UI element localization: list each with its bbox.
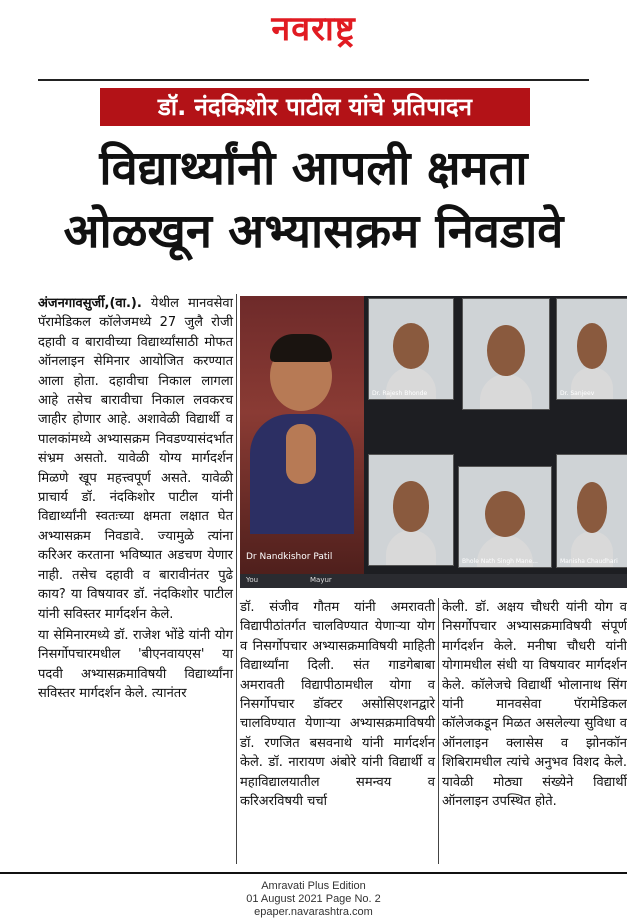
article-column-3: केली. डॉ. अक्षय चौधरी यांनी योग व निसर्गोपचार अभ्यासक्रमाविषयी संपूर्ण मार्गदर्शन केले. मनीषा चौधरी यांनी योगामधील संधी या विषयावर मार्गदर्शन केले. कॉलेजचे विद्यार्थी भोलानाथ सिंग यांनी मानवसेवा पॅरामेडिकल कॉलेजकडून मिळत असलेल्या सुविधा व ऑनलाइन क्लासेस व झोनकॉन शिबिरामधील त्यांचे अनुभव विशद केले. यावेळी मोठ्या संख्येने विद्यार्थी ऑनलाइन उपस्थित होते. (442, 600, 627, 810)
headline-line-2: ओळखून अभ्यासक्रम निवडावे (63, 204, 564, 259)
footer-site: epaper.navarashtra.com (254, 906, 373, 918)
article-column-1 (38, 294, 233, 704)
footer-edition: Amravati Plus Edition (261, 880, 366, 892)
participant-tile: Bhole Nath Singh Mane... (458, 466, 552, 568)
toolbar-mayur-label: Mayur (310, 576, 332, 584)
participant-tile: Dr. Sanjeev (556, 298, 627, 400)
masthead-rule (38, 79, 589, 81)
column-divider (236, 294, 237, 864)
kicker-banner: डॉ. नंदकिशोर पाटील यांचे प्रतिपादन (100, 88, 530, 126)
participant-tile (368, 454, 454, 566)
headline-line-1: विद्यार्थ्यांनी आपली क्षमता (99, 141, 528, 196)
dateline: अंजनगावसुर्जी,(वा.). (38, 296, 142, 311)
participant-tile (462, 298, 550, 410)
speaker-video (240, 296, 364, 588)
video-call-toolbar (240, 574, 627, 588)
article-photo (240, 296, 627, 588)
column-1-paragraph-2: या सेमिनारमध्ये डॉ. राजेश भोंडे यांनी योग निसर्गोपचारमधील 'बीएनवायएस' या पदवी अभ्यासक्रमाविषयी विद्यार्थ्यांना सविस्तर मार्गदर्शन केले. त्यानंतर (38, 627, 233, 702)
masthead-logo: नवराष्ट्र (271, 9, 356, 49)
column-divider (438, 598, 439, 864)
speaker-name-label: Dr Nandkishor Patil (246, 552, 333, 562)
footer-rule (0, 872, 627, 874)
footer-date-page: 01 August 2021 Page No. 2 (246, 893, 381, 905)
participant-tile: Manisha Chaudhari (556, 454, 627, 568)
article-column-2: डॉ. संजीव गौतम यांनी अमरावती विद्यापीठांतर्गत चालविण्यात येणाऱ्या योग व निसर्गोपचार अभ्यासक्रमाविषयी माहिती विद्यार्थ्यांना दिली. संत गाडगेबाबा अमरावती विद्यापीठामधील योगा व निसर्गोपचार डॉक्टर असोसिएशनद्वारे चालविण्यात येणाऱ्या अभ्यासक्रमाविषयी डॉ. रणजित बसवनाथे यांनी मार्गदर्शन केले. डॉ. नारायण अंबोरे यांनी विद्यार्थी व महाविद्यालयातील समन्वय व करिअरविषयी चर्चा (240, 600, 435, 810)
participant-tile: Dr. Rajesh Bhonde (368, 298, 454, 400)
column-1-paragraph-1: येथील मानवसेवा पॅरामेडिकल कॉलेजमध्ये 27 जुलै रोजी दहावी व बारावीच्या विद्यार्थ्यांसाठी मोफत ऑनलाइन सेमिनार आयोजित करण्यात आला होता. दहावीचा निकाल लागला आहे तसेच बारावीचा निकाल लवकरच जाहीर होणार आहे. अशावेळी विद्यार्थी व पालकांमध्ये अभ्यासक्रम निवडण्यासंदर्भात संभ्रम असतो. यावेळी योग्य मार्गदर्शन मिळणे खूप महत्त्वपूर्ण असते. यावेळी प्राचार्य डॉ. नंदकिशोर पाटील यांनी विद्यार्थ्यांनी स्वतःच्या क्षमता लक्षात घेत अभ्यासक्रम निवडावे. ज्यामुळे त्यांना करिअर करताना भविष्यात अडचण येणार नाही. तसेच दहावी व बारावीनंतर पुढे काय? या विषयावर डॉ. नंदकिशोर पाटील यांनी सविस्तर मार्गदर्शन केले. (38, 296, 233, 622)
toolbar-you-label: You (246, 576, 259, 584)
